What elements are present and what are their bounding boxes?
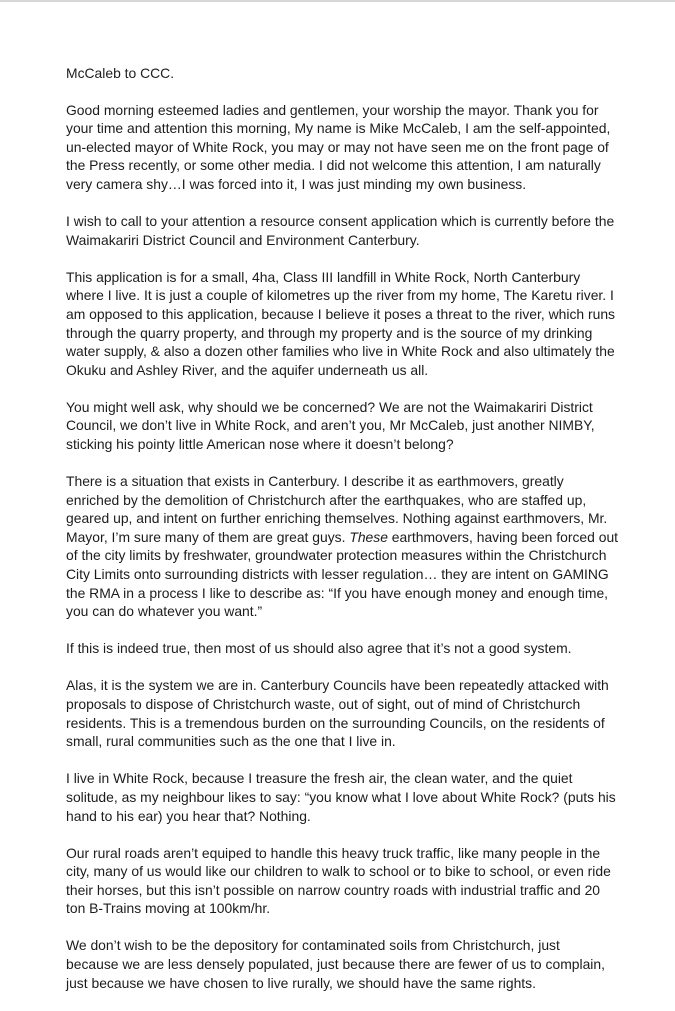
text-line [66, 528, 626, 547]
text-line: your time and attention this morning, My name is Mike McCaleb, I am the self-appointed, [66, 120, 611, 137]
emphasis-word: These [349, 528, 388, 545]
text-line: I wish to call to your attention a resource consent application which is currently before the [66, 213, 615, 230]
text-line: you can do whatever you want.” [66, 603, 263, 620]
text-line: We don’t wish to be the depository for contaminated soils from Christchurch, just [66, 937, 560, 954]
text-line: I live in White Rock, because I treasure the fresh air, the clean water, and the quiet [66, 770, 573, 787]
text-line: Good morning esteemed ladies and gentlemen, your worship the mayor. Thank you for [66, 101, 599, 118]
text-line: through the quarry property, and through my property and is the source of my drinking [66, 324, 593, 341]
text-line: their horses, but this isn’t possible on narrow country roads with industrial traffic and 20 [66, 881, 601, 898]
text-line: sticking his pointy little American nose where it doesn’t belong? [66, 436, 454, 452]
text-line: small, rural communities such as the one that I live in. [66, 733, 396, 750]
letter-paragraph [66, 639, 626, 658]
text-line: the RMA in a process I like to describe as: “If you have enough money and enough time, [66, 584, 609, 601]
letter-paragraph [66, 844, 626, 918]
text-segment: Mayor, I’m sure many of them are great guys. [66, 528, 350, 545]
text-line: city, many of us would like our children to walk to school or to bike to school, or even ride [66, 863, 611, 880]
letter-paragraph [66, 676, 626, 750]
text-line: If this is indeed true, then most of us should also agree that it’s not a good system. [66, 640, 572, 657]
text-line: Alas, it is the system we are in. Canterbury Councils have been repeatedly attacked with [66, 677, 609, 694]
text-line: just because we have chosen to live rurally, we should have the same rights. [66, 974, 536, 991]
text-line: This application is for a small, 4ha, Class III landfill in White Rock, North Canterbury [66, 268, 581, 285]
text-line: the Press recently, or some other media. I did not welcome this attention, I am naturally [66, 157, 601, 174]
scan-top-edge [0, 0, 675, 2]
letter-paragraph [66, 769, 626, 825]
text-line: proposals to dispose of Christchurch waste, out of sight, out of mind of Christchurch [66, 696, 581, 713]
text-line: geared up, and intent on further enriching themselves. Nothing against earthmovers, Mr. [66, 510, 608, 527]
text-line: un-elected mayor of White Rock, you may or may not have seen me on the front page of [66, 138, 609, 155]
text-line: You might well ask, why should we be concerned? We are not the Waimakariri District [66, 398, 593, 415]
text-line: water supply, & also a dozen other families who live in White Rock and also ultimately the [66, 343, 615, 360]
text-line: hand to his ear) you hear that? Nothing. [66, 807, 311, 824]
text-segment: earthmovers, having been forced out [387, 528, 619, 545]
text-line: of the city limits by freshwater, groundwater protection measures within the Christchurch [66, 547, 607, 564]
text-line: because we are less densely populated, just because there are fewer of us to complain, [66, 956, 605, 973]
text-line: Our rural roads aren’t equiped to handle this heavy truck traffic, like many people in the [66, 844, 601, 861]
text-line: City Limits onto surrounding districts with lesser regulation… they are intent on GAMING [66, 566, 609, 583]
letter-paragraph [66, 268, 626, 380]
text-line: enriched by the demolition of Christchurch after the earthquakes, who are staffed up, [66, 491, 587, 508]
text-line: residents. This is a tremendous burden on the surrounding Councils, on the residents of [66, 714, 605, 731]
text-line: Okuku and Ashley River, and the aquifer underneath us all. [66, 361, 429, 378]
text-line: where I live. It is just a couple of kilometres up the river from my home, The Karetu river. I [66, 287, 614, 304]
text-line: There is a situation that exists in Canterbury. I describe it as earthmovers, greatly [66, 473, 564, 490]
letter-paragraph [66, 398, 626, 454]
letter-paragraph [66, 472, 626, 621]
letter-paragraph [66, 212, 626, 249]
text-line: am opposed to this application, because I believe it poses a threat to the river, which runs [66, 305, 615, 322]
text-line: Council, we don’t live in White Rock, and aren’t you, Mr McCaleb, just another NIMBY, [66, 417, 595, 434]
letter-body [66, 64, 626, 1011]
text-line: solitude, as my neighbour likes to say: “you know what I love about White Rock? (puts his [66, 788, 616, 805]
letter-paragraph [66, 936, 626, 992]
text-line: very camera shy…I was forced into it, I was just minding my own business. [66, 175, 527, 192]
text-line: Waimakariri District Council and Environment Canterbury. [66, 231, 420, 248]
text-line: ton B-Trains moving at 100km/hr. [66, 900, 271, 917]
letter-heading: McCaleb to CCC. [66, 65, 175, 81]
letter-paragraph [66, 101, 626, 194]
